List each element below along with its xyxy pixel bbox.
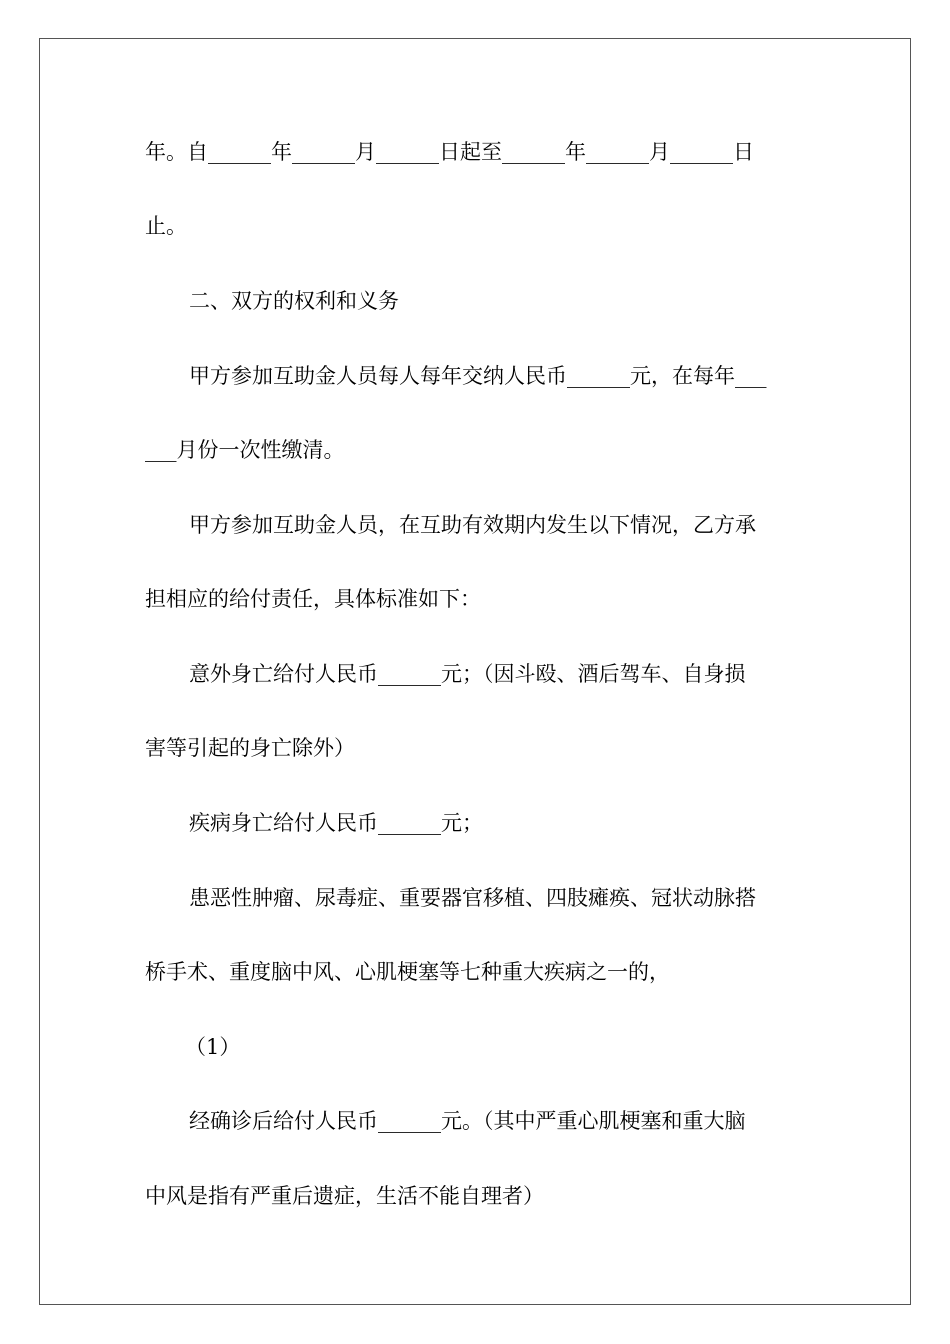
text-line-1: 年。自______年______月______日起至______年______月______日 [145, 140, 754, 164]
text-line-5: ___月份一次性缴清。 [145, 438, 345, 462]
text-line-9: 害等引起的身亡除外） [145, 736, 355, 760]
text-line-6: 甲方参加互助金人员，在互助有效期内发生以下情况，乙方承 [189, 513, 756, 537]
text-line-13: （1） [185, 1035, 241, 1059]
text-line-14: 经确诊后给付人民币______元。（其中严重心肌梗塞和重大脑 [189, 1109, 746, 1133]
text-line-2: 止。 [145, 214, 187, 238]
text-line-15: 中风是指有严重后遗症，生活不能自理者） [145, 1184, 544, 1208]
text-line-7: 担相应的给付责任，具体标准如下： [145, 587, 481, 611]
section-heading: 二、双方的权利和义务 [189, 289, 399, 313]
text-line-4: 甲方参加互助金人员每人每年交纳人民币______元，在每年___ [189, 364, 767, 388]
text-line-8: 意外身亡给付人民币______元；（因斗殴、酒后驾车、自身损 [189, 662, 746, 686]
text-line-12: 桥手术、重度脑中风、心肌梗塞等七种重大疾病之一的， [145, 960, 670, 984]
text-line-10: 疾病身亡给付人民币______元； [189, 811, 483, 835]
text-line-11: 患恶性肿瘤、尿毒症、重要器官移植、四肢瘫痪、冠状动脉搭 [189, 886, 756, 910]
